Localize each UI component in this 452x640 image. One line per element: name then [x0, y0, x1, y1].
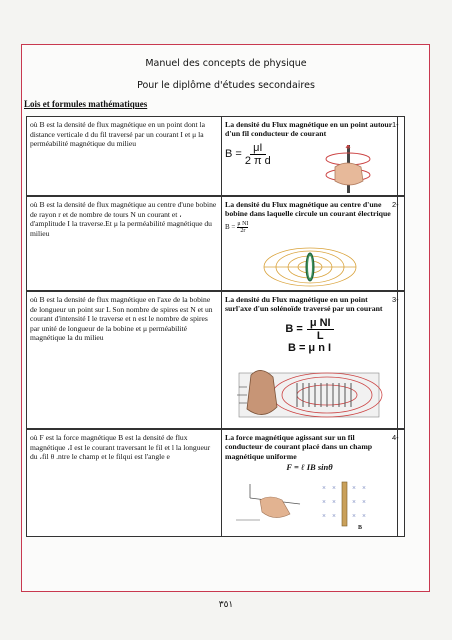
svg-text:×: ×: [352, 484, 356, 492]
figure-b-label: B: [358, 525, 363, 531]
table-row: [26, 291, 405, 429]
formula-lhs: B =: [225, 148, 242, 161]
hand-wire-illustration: [317, 145, 389, 193]
row-number-cell: [398, 197, 406, 290]
svg-text:×: ×: [322, 484, 326, 492]
row-number: 4-: [392, 433, 399, 442]
fraction: [237, 221, 248, 234]
fraction-numerator: μ NI: [307, 317, 334, 330]
svg-text:×: ×: [322, 512, 326, 520]
svg-text:×: ×: [322, 498, 326, 506]
row-description: où B est la densité de flux magnétique en un point dont la distance verticale d du fil traversé par un courant I et μ la perméabilité magnétique du milieu: [27, 117, 222, 195]
section-title: Lois et formules mathématiques: [24, 99, 148, 109]
table-row: [26, 196, 405, 291]
svg-text:×: ×: [332, 498, 336, 506]
row-law: [222, 117, 398, 195]
fraction: [245, 142, 271, 167]
table-row: [26, 429, 405, 537]
solenoid-hand-illustration: [227, 365, 387, 425]
document-title: Manuel des concepts de physique: [145, 58, 307, 69]
law-title: La densité du Flux magnétique en un point autour d'un fil conducteur de courant: [225, 120, 393, 139]
row-number: 2-: [392, 200, 399, 209]
formula-alt: B = μ n I: [287, 341, 332, 354]
formula-lhs: B =: [225, 223, 236, 232]
row-law: [222, 430, 398, 536]
row-description: où B est la densité de flux magnétique au centre d'une bobine de rayon r et de nombre de tours N un courant et ، d'amplitude I la traverse.Et μ la perméabilité magnétique du milieu: [27, 197, 222, 290]
row-number-cell: [398, 430, 406, 536]
row-number: 3-: [392, 295, 399, 304]
row-law: [222, 197, 398, 290]
law-title: La densité du Flux magnétique au centre d'une bobine dans laquelle circule un courant électrique: [225, 200, 391, 219]
fraction-numerator: μ NI: [237, 220, 249, 227]
row-law: [222, 292, 398, 428]
law-title: La densité du Flux magnétique en un point surl'axe d'un solénoïde traversé par un courant: [225, 295, 383, 314]
force-illustration: [230, 480, 390, 532]
row-number-cell: [398, 117, 406, 195]
formula-lhs: B =: [285, 323, 303, 336]
svg-text:×: ×: [362, 484, 366, 492]
row-description: où F est la force magnétique B est la densité de flux magnétique ،I est le courant traversant le fil et l la longueur du ،fil θ .ntre le champ et le filqui est l'angle e: [27, 430, 222, 536]
row-number-cell: [398, 292, 406, 428]
formula: F = ℓ IB sinθ: [286, 462, 333, 473]
svg-text:×: ×: [362, 498, 366, 506]
row-description: où B est la densité de flux magnétique en l'axe de la bobine de longueur un point sur L Son nombre de spires est N et un courant d'intensité I le traverse et n est le nombre de spires par unité de longueur de la bobine et μ perméabilité magnétique la du milieu: [27, 292, 222, 428]
fraction-denominator: 2r: [240, 227, 246, 234]
svg-text:×: ×: [352, 498, 356, 506]
fraction: [307, 317, 334, 342]
svg-text:×: ×: [332, 512, 336, 520]
svg-text:×: ×: [362, 512, 366, 520]
svg-text:×: ×: [332, 484, 336, 492]
fraction-numerator: μI: [250, 142, 265, 155]
row-number: 1-: [392, 120, 399, 129]
table-row: [26, 116, 405, 196]
svg-text:×: ×: [352, 512, 356, 520]
document-subtitle: Pour le diplôme d'études secondaires: [137, 80, 315, 91]
coil-field-illustration: [262, 247, 358, 287]
fraction-denominator: 2 π d: [244, 154, 271, 167]
formula: [225, 317, 394, 342]
formula: [225, 221, 394, 234]
page-number: ٣٥١: [218, 600, 234, 610]
fraction-denominator: L: [316, 329, 324, 342]
law-title: La force magnétique agissant sur un fil conducteur de courant placé dans un champ magnétique uniforme: [225, 433, 373, 461]
